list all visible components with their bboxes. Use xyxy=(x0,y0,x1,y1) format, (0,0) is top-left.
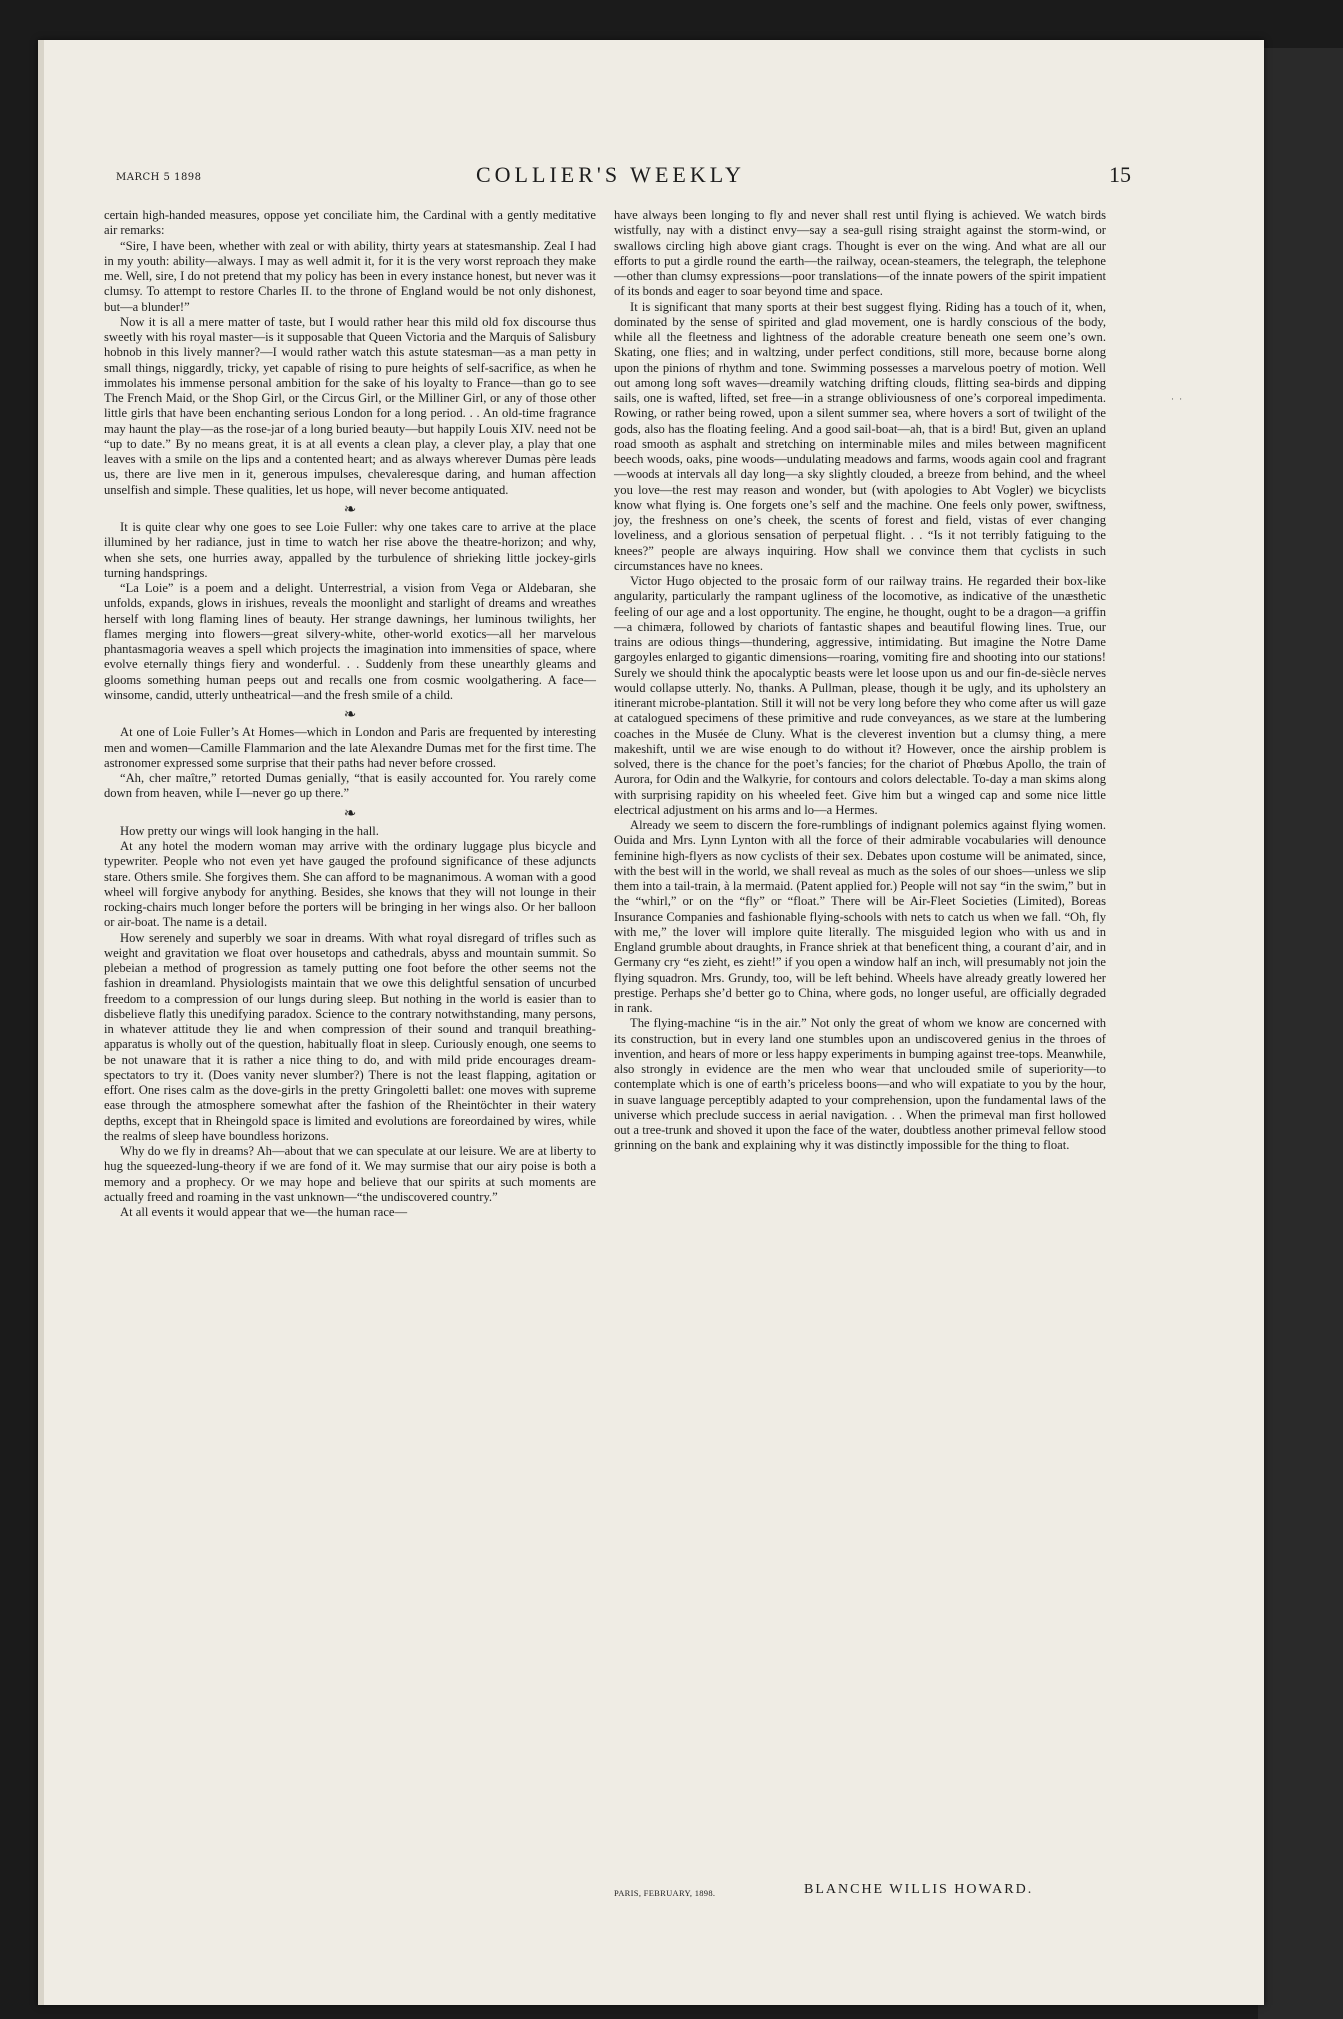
article-paragraph: How serenely and superbly we soar in dreams. With what royal disregard of trifles such as weight and gravitation we float over housetops and cathedrals, abyss and mountain summit. So plebeian a method of progression as tamely putting one foot before the other seems not the fashion in dreamland. Physiologists maintain that we owe this delightful sensation of uncurbed freedom to a compression of our lungs during sleep. But nothing in the world is easier than to disbelieve flatly this unedifying paradox. Science to the contrary notwithstanding, many persons, in whatever attitude they lie and when compression of their sound and tranquil breathing-apparatus is wholly out of the question, habitually float in sleep. Curiously enough, one seems to be not unaware that it is rather a nice thing to do, and with mild pride encourages dream-spectators to try it. (Does vanity never slumber?) There is not the least flapping, agitation or effort. One rises calm as the dove-girls in the pretty Gringoletti ballet: one moves with supreme ease through the atmosphere somewhat after the fashion of the Rheintöchter in their watery depths, except that in Rheingold space is limited and evolutions are foreordained by wires, while the realms of sleep have boundless horizons. xyxy=(104,930,596,1143)
article-paragraph: certain high-handed measures, oppose yet conciliate him, the Cardinal with a gently meditative air remarks: xyxy=(104,208,596,238)
scan-speck: ˙ ˙ xyxy=(1170,398,1184,409)
article-paragraph: At any hotel the modern woman may arrive with the ordinary luggage plus bicycle and typewriter. People who not even yet have gauged the profound significance of these adjuncts stare. Others smile. She forgives them. She can afford to be magnanimous. A woman with a good wheel will forgive anybody for anything. Besides, she knows that they will not lounge in their rocking-chairs much longer before the porters will be bringing in her wings also. Or her balloon or air-boat. The name is a detail. xyxy=(104,839,596,930)
dateline: PARIS, FEBRUARY, 1898. xyxy=(614,1888,716,1898)
article-paragraph: “Sire, I have been, whether with zeal or with ability, thirty years at statesmanship. Zeal I had in my youth: ability—always. I may as well admit it, for it is the very worst reproach they make me. Well, sire, I do not pretend that my policy has been in every instance honest, but never was it clumsy. To attempt to restore Charles II. to the throne of England would be not only dishonest, but—a blunder!” xyxy=(104,238,596,314)
article-paragraph: It is quite clear why one goes to see Loie Fuller: why one takes care to arrive at the place illumined by her radiance, just in time to watch her rise above the theatre-horizon; and why, when she sets, one hurries away, appalled by the turbulence of shrieking little jockey-girls turning handsprings. xyxy=(104,520,596,580)
issue-date: MARCH 5 1898 xyxy=(116,172,202,183)
section-ornament: ❧ xyxy=(343,501,357,518)
article-paragraph: How pretty our wings will look hanging in the hall. xyxy=(120,823,379,838)
page-number: 15 xyxy=(1109,162,1131,187)
right-column xyxy=(614,208,1106,1154)
scan-background xyxy=(1258,48,1343,2019)
author-name: BLANCHE WILLIS HOWARD. xyxy=(804,1882,1034,1897)
signature-line xyxy=(614,1882,1106,1904)
section-ornament: ❧ xyxy=(343,707,357,723)
article-paragraph: The flying-machine “is in the air.” Not only the great of whom we know are concerned with its construction, but in every land one stumbles upon an undiscovered genius in the throes of invention, and hears of more or less happy experiments in bumping against tree-tops. Meanwhile, also strongly in evidence are the men who wear that unclouded smile of superiority—to contemplate which is one of earth’s priceless boons—and who will expatiate to you by the hour, in suave language perceptibly adapted to your comprehension, upon the fundamental laws of the universe which preclude success in aerial navigation. . . When the primeval man first hollowed out a tree-trunk and shoved it upon the face of the water, doubtless another primeval fellow stood grinning on the bank and explaining why it was distinctly impossible for the thing to float. xyxy=(614,1016,1106,1153)
left-column xyxy=(104,208,596,1220)
article-paragraph: “Ah, cher maître,” retorted Dumas genially, “that is easily accounted for. You rarely come down from heaven, while I—never go up there.” xyxy=(104,771,596,801)
publication-title: COLLIER'S WEEKLY xyxy=(476,162,745,187)
article-paragraph: have always been longing to fly and never shall rest until flying is achieved. We watch birds wistfully, nay with a distinct envy—say a sea-gull rising straight against the storm-wind, or swallows circling high above giant crags. Thought is ever on the wing. And what are all our efforts to put a girdle round the earth—the railway, ocean-steamers, the telegraph, the telephone—other than clumsy expressions—poor translations—of the innate powers of the spirit impatient of its bonds and eager to soar beyond time and space. xyxy=(614,208,1106,299)
section-ornament: ❧ xyxy=(343,805,357,822)
page-header xyxy=(66,120,1131,190)
article-paragraph: Already we seem to discern the fore-rumblings of indignant polemics against flying women. Ouida and Mrs. Lynn Lynton with all the force of their admirable vocabularies will denounce feminine high-flyers as now cyclists of their sex. Debates upon costume will be animated, since, with the best will in the world, we shall reveal as much as the soles of our shoes—unless we slip them into a tail-train, à la mermaid. (Patent applied for.) People will not say “in the swim,” but in the “whirl,” or on the “fly” or “float.” There will be Air-Fleet Societies (Limited), Boreas Insurance Companies and fashionable flying-schools with nets to catch us when we fall. “Oh, fly with me,” the lover will implore quite literally. The misguided legion who with us and in England grumble about draughts, in France shriek at that beneficent thing, a courant d’air, and in Germany cry “es zieht, es zieht!” if you open a window half an inch, will presumably not join the flying squadron. Mrs. Grundy, too, will be left behind. Wheels have already greatly lowered her prestige. Perhaps she’d better go to China, where gods, no longer useful, are officially degraded in rank. xyxy=(614,818,1106,1015)
article-paragraph: At all events it would appear that we—the human race— xyxy=(120,1205,408,1219)
article-paragraph: Victor Hugo objected to the prosaic form of our railway trains. He regarded their box-like angularity, particularly the rampant ugliness of the locomotive, as indicative of the unæsthetic feeling of our age and a lost opportunity. The engine, he thought, ought to be a dragon—a griffin—a chimæra, followed by chariots of fantastic shapes and beautiful flowing lines. True, our trains are odious things—thundering, aggressive, intimidating. But imagine the Notre Dame gargoyles enlarged to gigantic dimensions—roaring, vomiting fire and shooting into our stations! Surely we should think the apocalyptic beasts were let loose upon us and our fin-de-siècle nerves would collapse utterly. No, thanks. A Pullman, please, though it be ugly, and its upholstery an itinerant microbe-plantation. Still it will not be very long before they who come after us will gaze at catalogued specimens of these primitive and rude conveyances, as we stare at the lumbering coaches in the Musée de Cluny. What is the cleverest invention but a clumsy thing, a mere makeshift, until we are wise enough to do without it? However, once the airship problem is solved, there is the chance for the poet’s fancies; for the chariot of Phœbus Apollo, the train of Aurora, for Odin and the Walkyrie, for contours and colors delectable. To-day a man skims along with surprising rapidity on his wheeled feet. Give him but a winged cap and some nice little electrical adjustment on his arms and lo—a Hermes. xyxy=(614,574,1106,817)
article-paragraph: Now it is all a mere matter of taste, but I would rather hear this mild old fox discourse thus sweetly with his royal master—is it supposable that Queen Victoria and the Marquis of Salisbury hobnob in this lively manner?—I would rather watch this astute statesman—as a man petty in small things, niggardly, tricky, yet capable of rising to pure heights of self-sacrifice, as when he immolates his immense personal ambition for the sake of his loyalty to France—than go to see The French Maid, or the Shop Girl, or the Circus Girl, or the Milliner Girl, or any of those other little girls that have been enchanting serious London for a long period. . . An old-time fragrance may haunt the play—as the rose-jar of a long buried beauty—but happily Louis XIV. need not be “up to date.” By no means great, it is at all events a clean play, a clever play, a play that one leaves with a smile on the lips and a contented heart; and as always wherever Dumas père leads us, there are live men in it, generous impulses, chevaleresque daring, and human affection unselfish and simple. These qualities, let us hope, will never become antiquated. xyxy=(104,314,596,497)
article-paragraph: Why do we fly in dreams? Ah—about that we can speculate at our leisure. We are at liberty to hug the squeezed-lung-theory if we are fond of it. We may surmise that our airy poise is both a memory and a prophecy. Or we may hope and believe that our spirits at such moments are actually freed and roaming in the vast unknown—“the undiscovered country.” xyxy=(104,1144,596,1204)
article-paragraph: It is significant that many sports at their best suggest flying. Riding has a touch of it, when, dominated by the sense of spirited and glad movement, one is hardly conscious of the body, while all the fleetness and lightness of the adorable creature beneath one seem one’s own. Skating, one flies; and in waltzing, under perfect conditions, still more, because borne along upon the pinions of rhythm and tone. Swimming possesses a marvelous poetry of motion. Well out among long soft waves—dreamily watching drifting clouds, flitting sea-birds and dipping sails, one is wafted, lifted, set free—in a strange obliviousness of one’s corporeal impedimenta. Rowing, or rather being rowed, upon a silent summer sea, where hovers a sort of twilight of the gods, also has the floating feeling. And a good sail-boat—ah, that is a bird! But, given an upland road smooth as asphalt and stretching on interminable miles and miles between magnificent beech woods, oaks, pine woods—undulating meadows and farms, woods again cool and fragrant—woods at intervals all day long—a sky slightly clouded, a breeze from behind, and the wheel you love—the rest may reason and wonder, but (with apologies to Abt Vogler) we bicyclists know what flying is. One forgets one’s self and the machine. One feels only power, swiftness, joy, the freshness on one’s cheek, the scents of forest and field, vistas of ever changing loveliness, and a glorious sensation of perpetual flight. . . “Is it not terribly fatiguing to the knees?” people are always inquiring. How shall we convince them that cyclists in such circumstances have no knees. xyxy=(614,299,1106,573)
article-paragraph: At one of Loie Fuller’s At Homes—which in London and Paris are frequented by interesting men and women—Camille Flammarion and the late Alexandre Dumas met for the first time. The astronomer expressed some surprise that their paths had never before crossed. xyxy=(104,725,596,770)
article-paragraph: “La Loie” is a poem and a delight. Unterrestrial, a vision from Vega or Aldebaran, she unfolds, expands, glows in irishues, reveals the moonlight and starlight of dreams and wreathes herself with long flaming lines of beauty. Her strange dawnings, her luminous twilights, her flames merging into flowers—great silvery-white, other-world exotics—all her marvelous phantasmagoria weaves a spell which projects the imagination into immensities of space, where evolve eternally things fiery and wonderful. . . Suddenly from these unearthly gleams and glooms something human peeps out and recalls one from cosmic woolgathering. A face—winsome, candid, utterly untheatrical—and the fresh smile of a child. xyxy=(104,581,596,702)
